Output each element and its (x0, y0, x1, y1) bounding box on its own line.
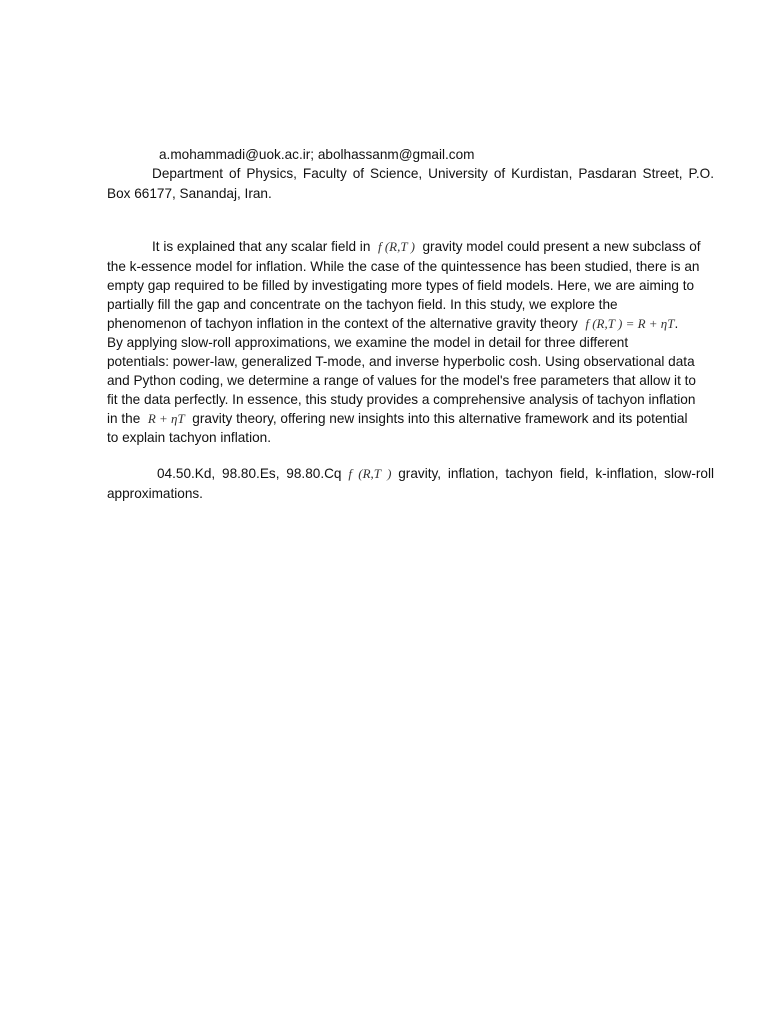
abstract-line-4: partially fill the gap and concentrate on the tachyon field. In this study, we explore the (107, 297, 618, 312)
affiliation-address-line-2: Box 66177, Sanandaj, Iran. (107, 186, 272, 201)
math-f-of-R-T-keywords: f (R,T ) (348, 466, 392, 481)
keywords-line-1: 04.50.Kd, 98.80.Es, 98.80.Cq f (R,T ) gravity, inflation, tachyon field, k-inflation, slow-roll (157, 466, 714, 481)
abstract-line-9: fit the data perfectly. In essence, this study provides a comprehensive analysis of tachyon inflation (107, 392, 696, 407)
abstract-line-8: and Python coding, we determine a range of values for the model's free parameters that allow it to (107, 373, 696, 388)
abstract-line-7: potentials: power-law, generalized T-mode, and inverse hyperbolic cosh. Using observational data (107, 354, 695, 369)
abstract-line-11: to explain tachyon inflation. (107, 430, 271, 445)
author-emails: a.mohammadi@uok.ac.ir; abolhassanm@gmail.com (159, 147, 475, 162)
abstract-line-5: phenomenon of tachyon inflation in the context of the alternative gravity theory f (R,T ) = R + ηT. (107, 316, 679, 331)
abstract-line-10: in the R + ηT gravity theory, offering new insights into this alternative framework and its potential (107, 411, 688, 426)
math-R-plus-eta-T: R + ηT (147, 411, 185, 426)
abstract-line-3: empty gap required to be filled by investigating more types of field models. Here, we are aiming to (107, 278, 695, 293)
math-f-of-R-T: f (R,T ) (377, 239, 415, 254)
abstract-line-1: It is explained that any scalar field in f (R,T ) gravity model could present a new subclass of (152, 239, 701, 254)
affiliation-address-line-1: Department of Physics, Faculty of Science, University of Kurdistan, Pasdaran Street, P.O. (152, 166, 714, 181)
pacs-codes: 04.50.Kd, 98.80.Es, 98.80.Cq (157, 466, 342, 481)
abstract-line-2: the k-essence model for inflation. While the case of the quintessence has been studied, there is an (107, 259, 700, 274)
abstract-line-6: By applying slow-roll approximations, we examine the model in detail for three different (107, 335, 629, 350)
math-f-equals-R-plus-eta-T: f (R,T ) = R + ηT (585, 316, 675, 331)
keywords-line-2: approximations. (107, 486, 203, 501)
